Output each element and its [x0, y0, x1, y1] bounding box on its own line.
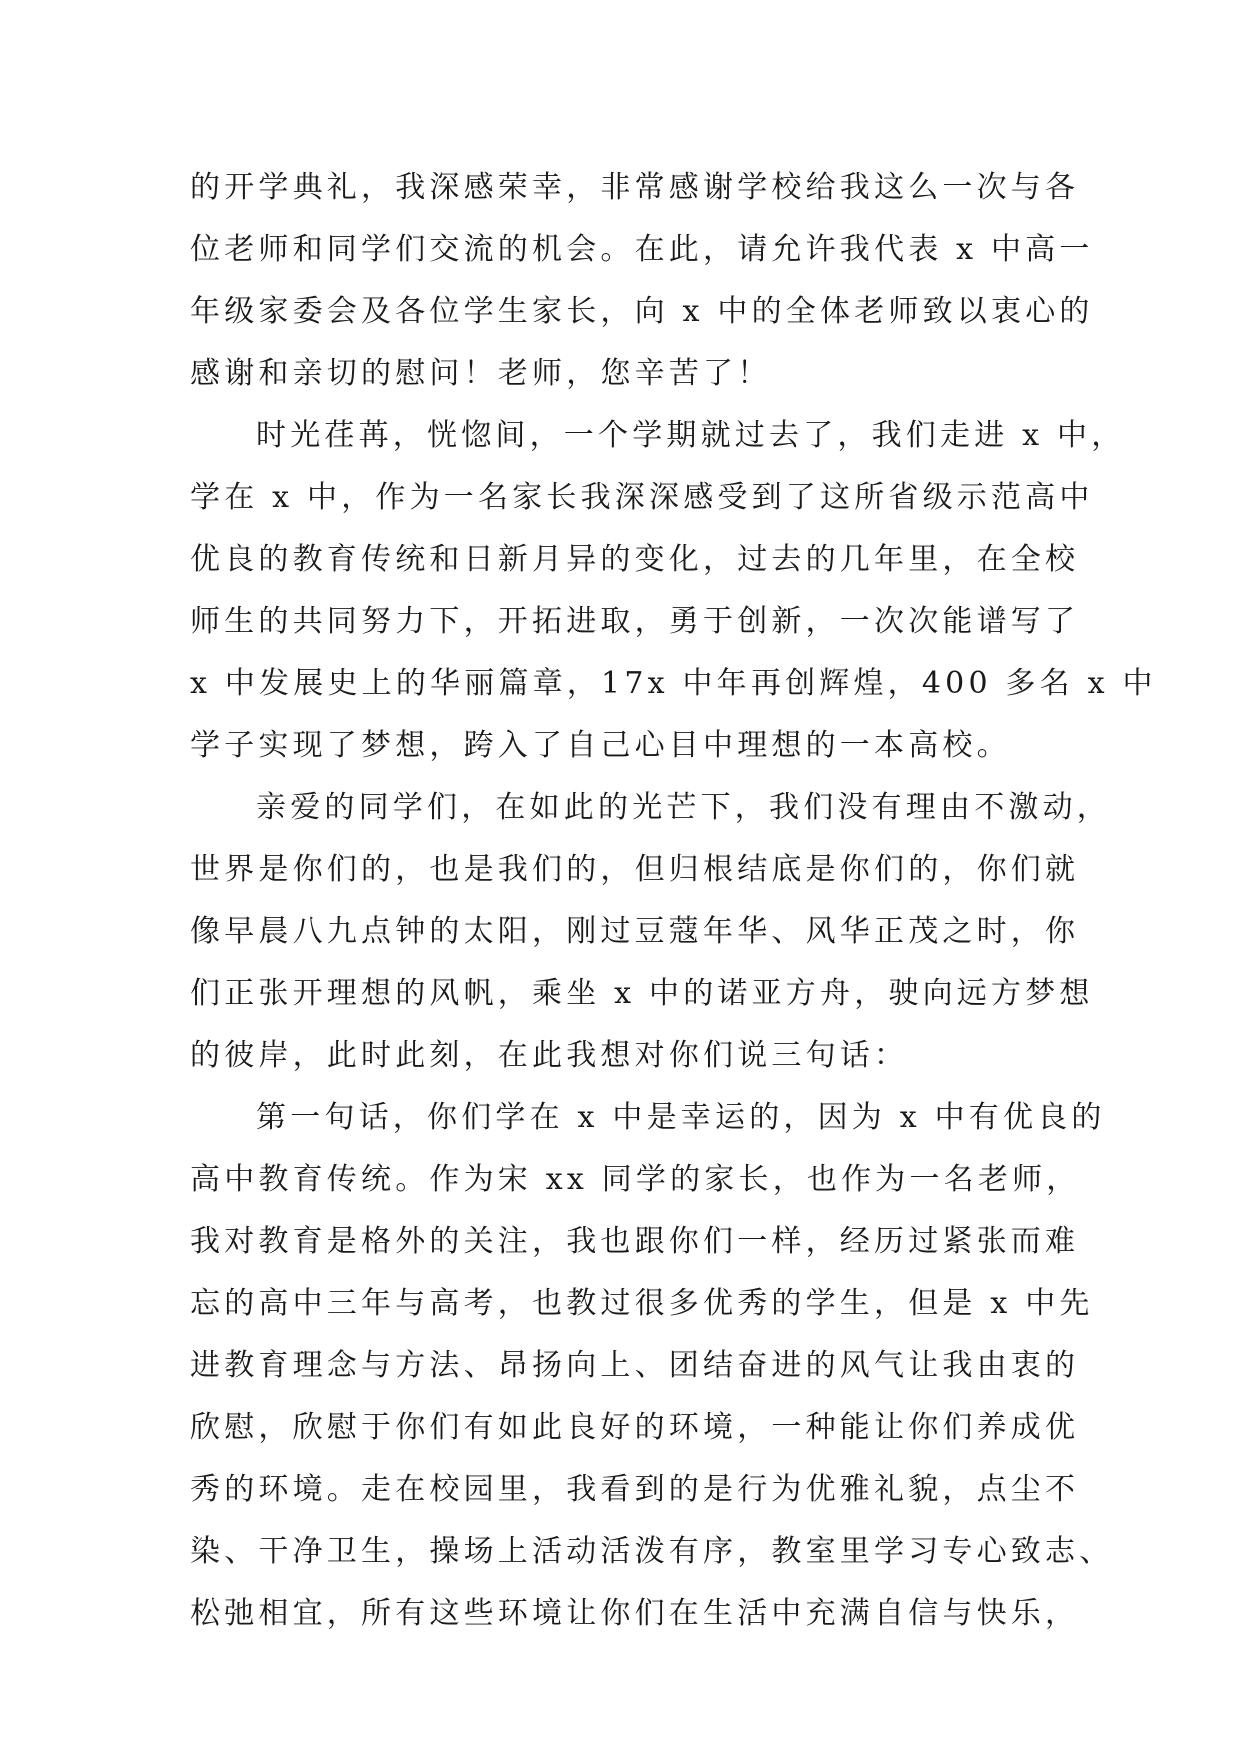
text-line: 染、干净卫生，操场上活动活泼有序，教室里学习专心致志、 [190, 1534, 1114, 1569]
text-line: 欣慰，欣慰于你们有如此良好的环境，一种能让你们养成优 [190, 1410, 1080, 1445]
text-line: 位老师和同学们交流的机会。在此，请允许我代表 x 中高一 [190, 232, 1094, 267]
text-line: 学子实现了梦想，跨入了自己心目中理想的一本高校。 [190, 728, 1011, 763]
text-line: 像早晨八九点钟的太阳，刚过豆蔻年华、风华正茂之时，你 [190, 914, 1080, 949]
text-line: 的彼岸，此时此刻，在此我想对你们说三句话： [190, 1038, 909, 1073]
paragraph-start-line: 亲爱的同学们，在如此的光芒下，我们没有理由不激动， [256, 790, 1111, 825]
text-line: 学在 x 中，作为一名家长我深深感受到了这所省级示范高中 [190, 480, 1094, 515]
text-line: 感谢和亲切的慰问！老师，您辛苦了！ [190, 356, 772, 391]
text-line: 我对教育是格外的关注，我也跟你们一样，经历过紧张而难 [190, 1224, 1080, 1259]
paragraph-start-line: 第一句话，你们学在 x 中是幸运的，因为 x 中有优良的 [256, 1100, 1106, 1135]
text-line: 世界是你们的，也是我们的，但归根结底是你们的，你们就 [190, 852, 1080, 887]
text-line: 忘的高中三年与高考，也教过很多优秀的学生，但是 x 中先 [190, 1286, 1094, 1321]
document-body [190, 157, 1157, 1645]
text-line: 秀的环境。走在校园里，我看到的是行为优雅礼貌，点尘不 [190, 1472, 1080, 1507]
text-line: 松弛相宜，所有这些环境让你们在生活中充满自信与快乐， [190, 1596, 1080, 1631]
text-line: 进教育理念与方法、昂扬向上、团结奋进的风气让我由衷的 [190, 1348, 1080, 1383]
text-line: 的开学典礼，我深感荣幸，非常感谢学校给我这么一次与各 [190, 170, 1080, 205]
text-line: x 中发展史上的华丽篇章，17x 中年再创辉煌，400 多名 x 中 [190, 666, 1157, 701]
text-line: 优良的教育传统和日新月异的变化，过去的几年里，在全校 [190, 542, 1080, 577]
text-line: 师生的共同努力下，开拓进取，勇于创新，一次次能谱写了 [190, 604, 1080, 639]
paragraph-start-line: 时光荏苒，恍惚间，一个学期就过去了，我们走进 x 中， [256, 418, 1126, 453]
text-line: 高中教育传统。作为宋 xx 同学的家长，也作为一名老师， [190, 1162, 1081, 1197]
text-line: 年级家委会及各位学生家长，向 x 中的全体老师致以衷心的 [190, 294, 1094, 329]
text-line: 们正张开理想的风帆，乘坐 x 中的诺亚方舟，驶向远方梦想 [190, 976, 1094, 1011]
